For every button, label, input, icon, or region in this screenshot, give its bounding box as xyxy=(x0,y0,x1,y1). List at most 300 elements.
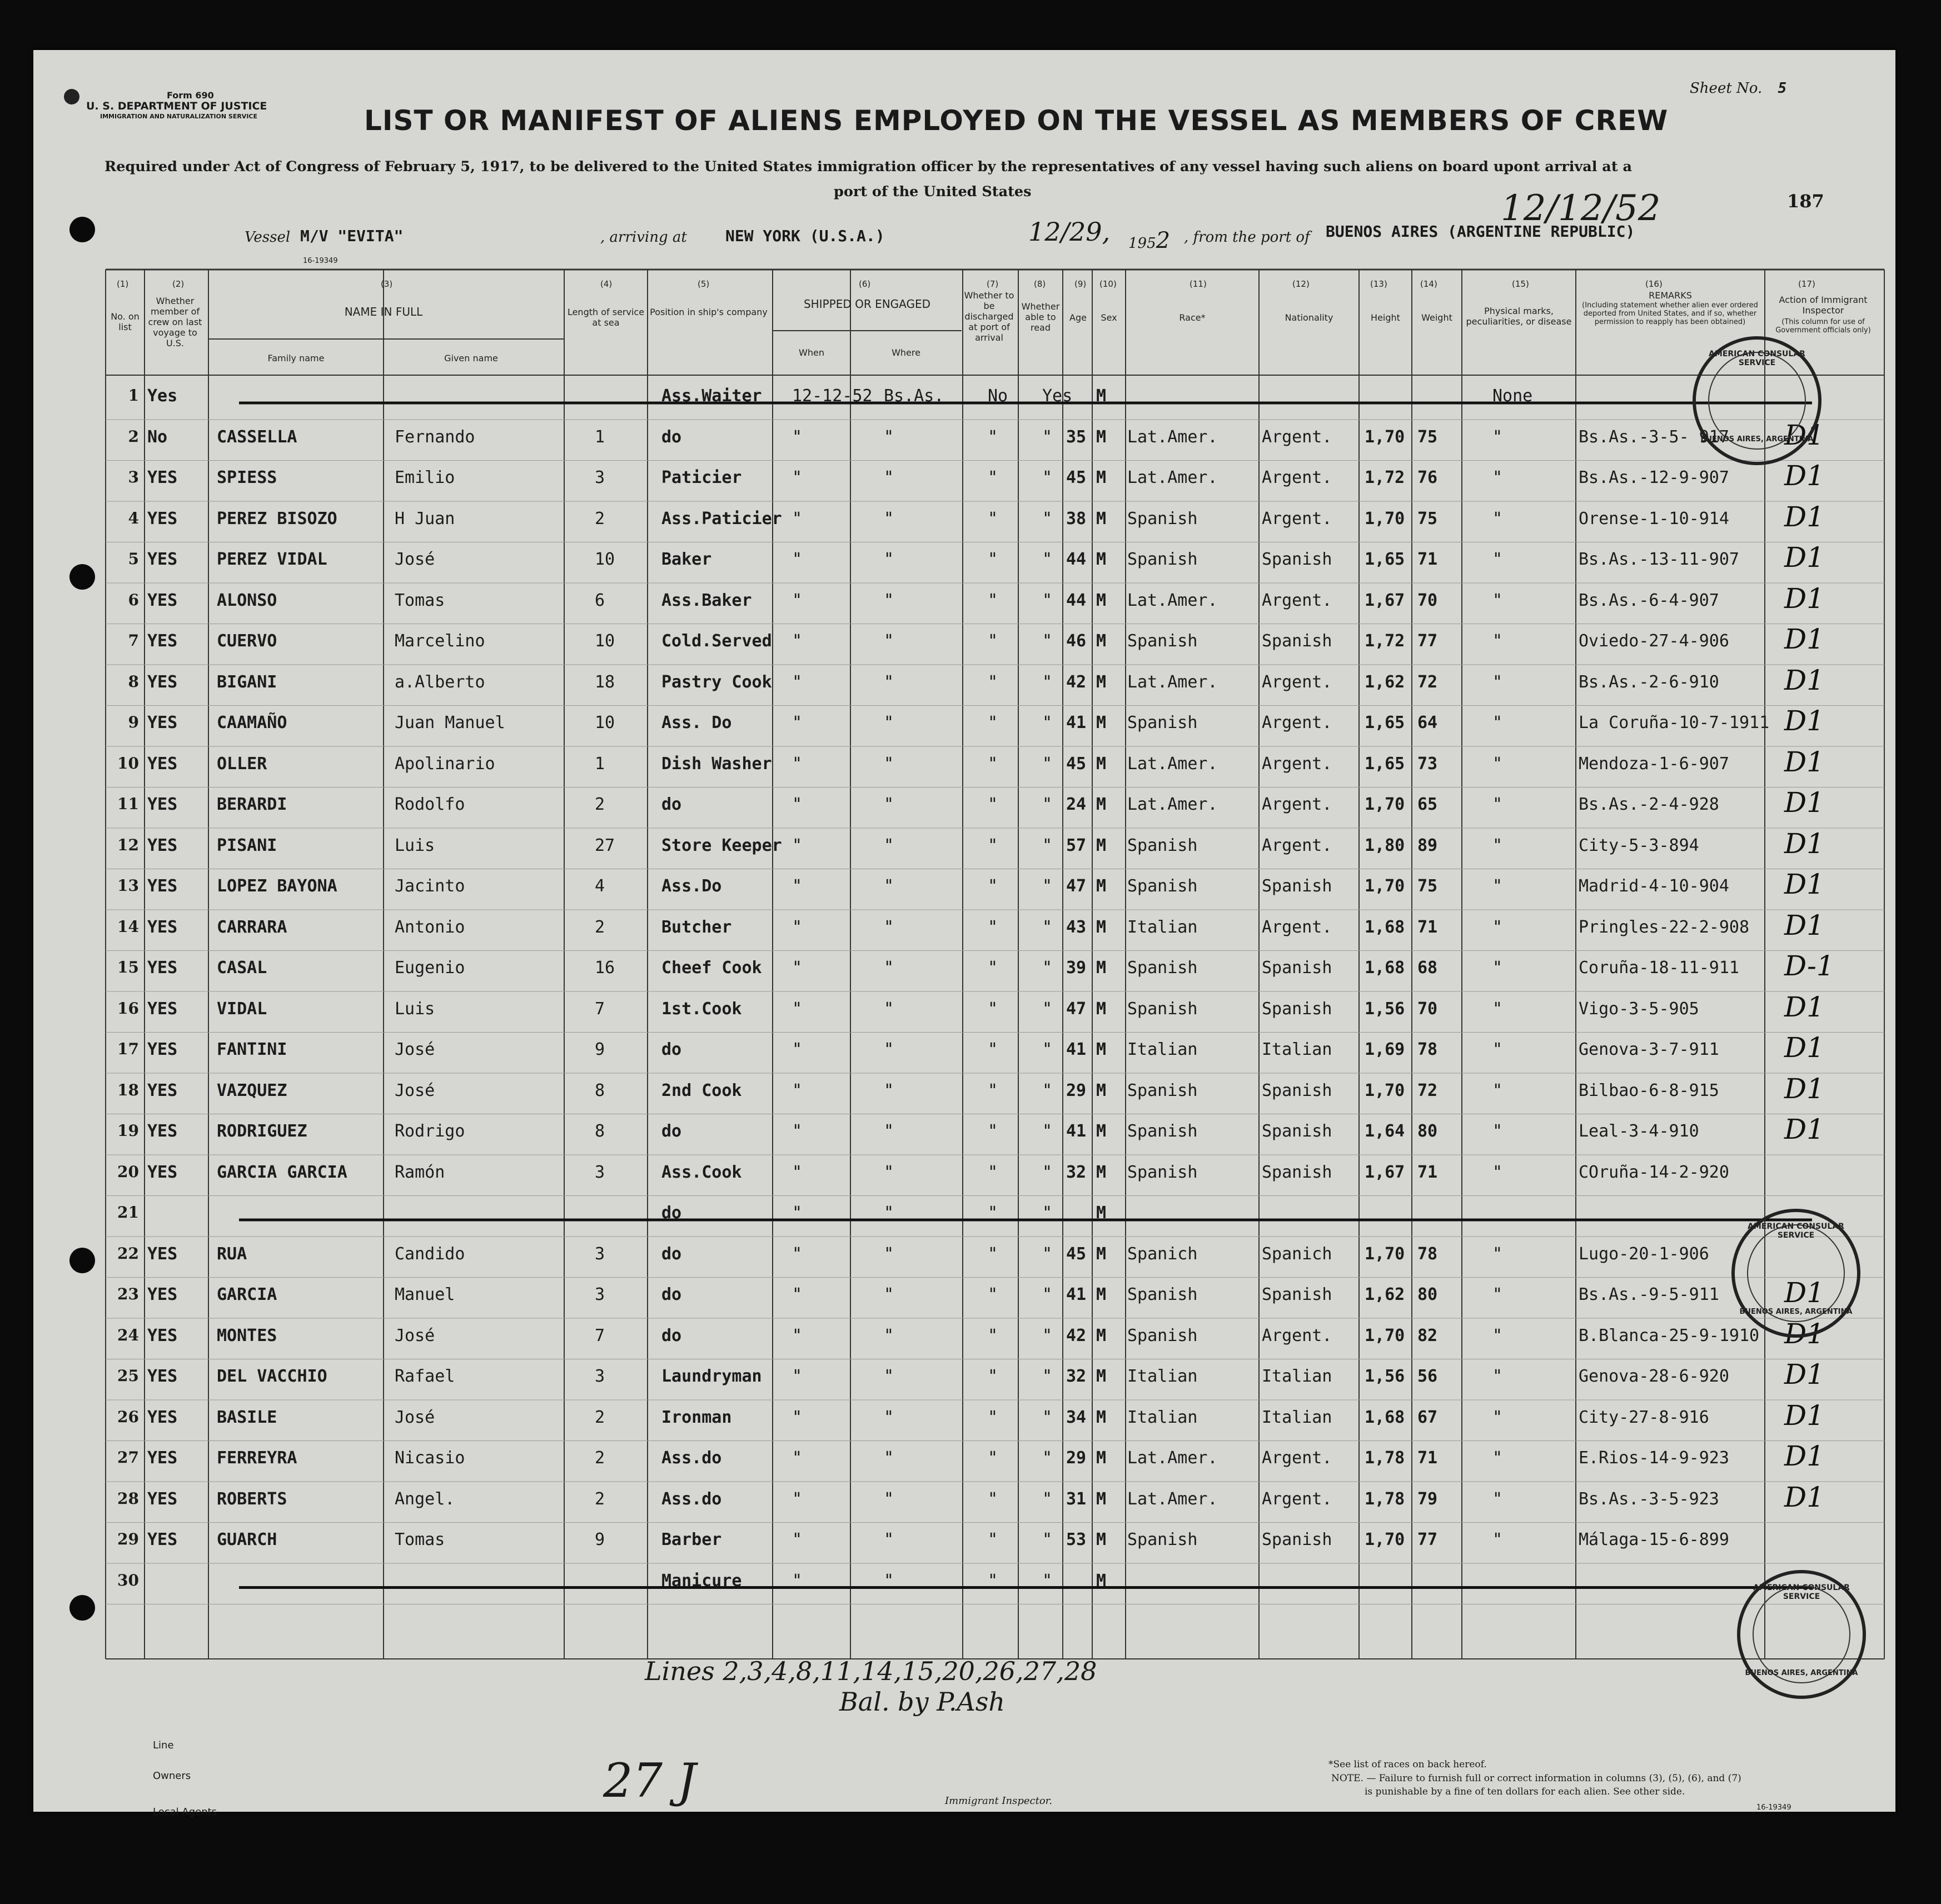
handwritten-date: 12/12/52 xyxy=(1501,188,1661,229)
cell-service: 7 xyxy=(595,1325,605,1345)
footer-line-label: Line xyxy=(153,1739,174,1751)
cell-remarks: COruña-14-2-920 xyxy=(1579,1162,1729,1182)
col4-header: Length of service at sea xyxy=(567,307,645,328)
cell-when: " xyxy=(792,754,803,774)
cell-service: 18 xyxy=(595,672,615,692)
cell-remarks: Lugo-20-1-906 xyxy=(1579,1244,1709,1264)
cell-age: 53 xyxy=(1066,1530,1087,1549)
cell-marks: " xyxy=(1492,631,1503,651)
cell-crew: YES xyxy=(147,1080,178,1100)
col17-note: (This column for use of Government officials only) xyxy=(1775,318,1871,335)
cell-read: " xyxy=(1042,1285,1053,1304)
cell-sex: M xyxy=(1096,1244,1107,1264)
cell-position: Ass.Waiter xyxy=(661,386,762,406)
cell-where: " xyxy=(884,1530,894,1549)
cell-given: Manuel xyxy=(395,1285,455,1304)
cell-race: Lat.Amer. xyxy=(1127,754,1218,774)
cell-action: D-1 xyxy=(1784,950,1834,982)
cell-nat: Argent. xyxy=(1262,835,1332,855)
row-number: 1 xyxy=(128,386,139,405)
cell-height: 1,69 xyxy=(1365,1040,1405,1059)
cell-crew: No xyxy=(147,427,168,447)
cell-read: " xyxy=(1042,917,1053,937)
cell-height: 1,80 xyxy=(1365,835,1405,855)
cell-given: José xyxy=(395,1407,435,1427)
cell-marks: " xyxy=(1492,1285,1503,1304)
cell-sex: M xyxy=(1096,958,1107,978)
cell-service: 2 xyxy=(595,509,605,529)
cell-action: D1 xyxy=(1784,1113,1824,1145)
cell-sex: M xyxy=(1096,713,1107,732)
cell-nat: Spanish xyxy=(1262,1080,1332,1100)
cell-action: D1 xyxy=(1784,460,1824,492)
cell-crew: YES xyxy=(147,795,178,814)
col14-number: (14) xyxy=(1420,279,1437,289)
cell-crew: YES xyxy=(147,1489,178,1509)
cell-position: 2nd Cook xyxy=(661,1080,742,1100)
cell-nat: Spanish xyxy=(1262,876,1332,896)
sheet-label: Sheet No. 5 xyxy=(1690,80,1787,97)
cell-age: 47 xyxy=(1066,999,1087,1019)
cell-position: Manicure xyxy=(661,1571,742,1591)
cell-family: PISANI xyxy=(217,835,277,855)
cell-remarks: Mendoza-1-6-907 xyxy=(1579,754,1729,774)
cell-action: D1 xyxy=(1784,1399,1824,1432)
cell-marks: " xyxy=(1492,795,1503,814)
cell-service: 10 xyxy=(595,631,615,651)
cell-service: 3 xyxy=(595,1244,605,1264)
cell-race: Italian xyxy=(1127,1407,1198,1427)
cell-sex: M xyxy=(1096,917,1107,937)
cell-marks: " xyxy=(1492,1080,1503,1100)
cell-sex: M xyxy=(1096,1040,1107,1059)
cell-disch: " xyxy=(988,1530,998,1549)
cell-age: 34 xyxy=(1066,1407,1087,1427)
cell-where: " xyxy=(884,509,894,529)
cell-age: 44 xyxy=(1066,590,1087,610)
cell-family: CASAL xyxy=(217,958,267,978)
cell-position: Ass.do xyxy=(661,1448,722,1468)
cell-nat: Argent. xyxy=(1262,509,1332,529)
cell-race: Spanish xyxy=(1127,1325,1198,1345)
form-number: Form 690 xyxy=(167,90,214,101)
cell-disch: " xyxy=(988,1040,998,1059)
cell-service: 8 xyxy=(595,1122,605,1141)
cell-race: Spanish xyxy=(1127,958,1198,978)
cell-action: D1 xyxy=(1784,786,1824,819)
cell-service: 10 xyxy=(595,550,615,569)
cell-when: " xyxy=(792,876,803,896)
cell-remarks: E.Rios-14-9-923 xyxy=(1579,1448,1729,1468)
footer-agents-label: Local Agents xyxy=(153,1806,217,1818)
col11-header: Race* xyxy=(1179,312,1206,323)
row-number: 14 xyxy=(117,917,139,936)
row-number: 8 xyxy=(128,672,139,691)
cell-sex: M xyxy=(1096,1080,1107,1100)
cell-nat: Spanich xyxy=(1262,1244,1332,1264)
cell-marks: " xyxy=(1492,835,1503,855)
cell-sex: M xyxy=(1096,550,1107,569)
cell-family: VAZQUEZ xyxy=(217,1080,287,1100)
cell-disch: " xyxy=(988,1122,998,1141)
cell-crew: YES xyxy=(147,672,178,692)
cell-family: OLLER xyxy=(217,754,267,774)
cell-age: 41 xyxy=(1066,1122,1087,1141)
cell-given: Candido xyxy=(395,1244,465,1264)
cell-sex: M xyxy=(1096,590,1107,610)
row-number: 16 xyxy=(117,999,139,1018)
col8-number: (8) xyxy=(1034,279,1046,289)
handwritten-count: 27 J xyxy=(603,1753,696,1808)
form-code: 16-19349 xyxy=(303,257,338,265)
col3-given-header: Given name xyxy=(444,353,498,363)
cell-sex: M xyxy=(1096,509,1107,529)
cell-crew: YES xyxy=(147,1448,178,1468)
cell-given: Fernando xyxy=(395,427,475,447)
cell-where: " xyxy=(884,672,894,692)
footer-note3: is punishable by a fine of ten dollars for each alien. See other side. xyxy=(1365,1786,1685,1797)
cell-action: D1 xyxy=(1784,1358,1824,1390)
col8-header: Whether able to read xyxy=(1021,301,1060,333)
cell-weight: 71 xyxy=(1417,1448,1438,1468)
cell-sex: M xyxy=(1096,1448,1107,1468)
cell-position: Ironman xyxy=(661,1407,732,1427)
cell-family: SPIESS xyxy=(217,468,277,487)
cell-disch: " xyxy=(988,1203,998,1223)
cell-disch: " xyxy=(988,999,998,1019)
cell-where: " xyxy=(884,917,894,937)
year-printed: 1952 xyxy=(1128,228,1171,253)
cell-nat: Argent. xyxy=(1262,713,1332,732)
cell-where: " xyxy=(884,795,894,814)
year-written: 2 xyxy=(1156,228,1171,253)
cell-where: " xyxy=(884,468,894,487)
cell-race: Spanish xyxy=(1127,1162,1198,1182)
cell-read: " xyxy=(1042,958,1053,978)
subtitle-line1: Required under Act of Congress of February 5, 1917, to be delivered to the United States immigration officer by the representatives of any vessel having such aliens on board upont arrival at a xyxy=(104,158,1632,175)
cell-height: 1,62 xyxy=(1365,672,1405,692)
cell-marks: " xyxy=(1492,1407,1503,1427)
cell-height: 1,68 xyxy=(1365,1407,1405,1427)
cell-crew: YES xyxy=(147,876,178,896)
cell-crew: YES xyxy=(147,917,178,937)
cell-marks: " xyxy=(1492,1489,1503,1509)
col6-header: SHIPPED OR ENGAGED xyxy=(803,297,931,311)
cell-sex: M xyxy=(1096,1530,1107,1549)
cell-age: 42 xyxy=(1066,1325,1087,1345)
footer-code: 16-19349 xyxy=(1756,1803,1791,1812)
cell-action: D1 xyxy=(1784,1317,1824,1350)
cell-action: D1 xyxy=(1784,1440,1824,1472)
cell-service: 2 xyxy=(595,1407,605,1427)
col5-number: (5) xyxy=(698,279,710,289)
cell-when: " xyxy=(792,713,803,732)
cell-age: 39 xyxy=(1066,958,1087,978)
arriving-port: NEW YORK (U.S.A.) xyxy=(725,227,885,245)
cell-height: 1,68 xyxy=(1365,958,1405,978)
cell-read: " xyxy=(1042,1325,1053,1345)
cell-marks: " xyxy=(1492,1244,1503,1264)
cell-position: Cold.Served xyxy=(661,631,772,651)
col16-number: (16) xyxy=(1645,279,1663,289)
cell-sex: M xyxy=(1096,795,1107,814)
cell-disch: " xyxy=(988,1080,998,1100)
cell-when: " xyxy=(792,631,803,651)
cell-weight: 76 xyxy=(1417,468,1438,487)
cell-action: D1 xyxy=(1784,541,1824,574)
col5-header: Position in ship's company xyxy=(650,307,768,317)
cell-read: " xyxy=(1042,754,1053,774)
cell-action: D1 xyxy=(1784,1481,1824,1513)
cell-action: D1 xyxy=(1784,664,1824,696)
cell-height: 1,70 xyxy=(1365,1325,1405,1345)
cell-nat: Spanish xyxy=(1262,958,1332,978)
cell-disch: " xyxy=(988,958,998,978)
cell-service: 9 xyxy=(595,1040,605,1059)
cell-where: " xyxy=(884,550,894,569)
cell-disch: " xyxy=(988,1162,998,1182)
consular-stamp-middle: AMERICAN CONSULAR SERVICE BUENOS AIRES, ARGENTINA xyxy=(1731,1209,1860,1338)
cell-when: " xyxy=(792,1162,803,1182)
cell-nat: Argent. xyxy=(1262,590,1332,610)
cell-position: Ass.Cook xyxy=(661,1162,742,1182)
cell-remarks: Leal-3-4-910 xyxy=(1579,1122,1699,1141)
footer-note1: *See list of races on back hereof. xyxy=(1328,1759,1487,1770)
cell-sex: M xyxy=(1096,468,1107,487)
col16-header: REMARKS xyxy=(1649,290,1692,301)
cell-marks: " xyxy=(1492,1530,1503,1549)
cell-disch: " xyxy=(988,1325,998,1345)
cell-read: " xyxy=(1042,1571,1053,1591)
cell-race: Spanish xyxy=(1127,999,1198,1019)
col1-number: (1) xyxy=(117,279,129,289)
cell-height: 1,68 xyxy=(1365,917,1405,937)
cell-race: Lat.Amer. xyxy=(1127,1448,1218,1468)
cell-weight: 75 xyxy=(1417,509,1438,529)
row-number: 20 xyxy=(117,1162,139,1181)
cell-action: D1 xyxy=(1784,1072,1824,1105)
cell-position: Barber xyxy=(661,1530,722,1549)
cell-height: 1,70 xyxy=(1365,795,1405,814)
cell-race: Lat.Amer. xyxy=(1127,427,1218,447)
cell-weight: 71 xyxy=(1417,917,1438,937)
manifest-sheet xyxy=(33,50,1895,1818)
cell-read: " xyxy=(1042,1080,1053,1100)
cell-disch: No xyxy=(988,386,1008,406)
cell-crew: YES xyxy=(147,1530,178,1549)
cell-race: Italian xyxy=(1127,1367,1198,1386)
cell-when: " xyxy=(792,672,803,692)
cell-when: " xyxy=(792,427,803,447)
cell-marks: " xyxy=(1492,754,1503,774)
row-number: 29 xyxy=(117,1530,139,1548)
cell-sex: M xyxy=(1096,1203,1107,1223)
row-number: 22 xyxy=(117,1244,139,1263)
cell-service: 8 xyxy=(595,1080,605,1100)
cell-sex: M xyxy=(1096,672,1107,692)
cell-disch: " xyxy=(988,835,998,855)
cell-given: Angel. xyxy=(395,1489,455,1509)
cell-family: CUERVO xyxy=(217,631,277,651)
cell-marks: " xyxy=(1492,1162,1503,1182)
cell-race: Spanish xyxy=(1127,876,1198,896)
cell-marks: " xyxy=(1492,999,1503,1019)
cell-when: " xyxy=(792,958,803,978)
cell-position: Butcher xyxy=(661,917,732,937)
cell-where: " xyxy=(884,1162,894,1182)
cell-nat: Argent. xyxy=(1262,672,1332,692)
cell-marks: " xyxy=(1492,1448,1503,1468)
cell-race: Lat.Amer. xyxy=(1127,468,1218,487)
cell-family: LOPEZ BAYONA xyxy=(217,876,337,896)
immigrant-inspector-label: Immigrant Inspector. xyxy=(945,1795,1053,1807)
cell-family: BIGANI xyxy=(217,672,277,692)
cell-disch: " xyxy=(988,1367,998,1386)
row-number: 11 xyxy=(117,795,139,813)
cell-when: " xyxy=(792,1489,803,1509)
cell-service: 2 xyxy=(595,795,605,814)
cell-nat: Argent. xyxy=(1262,1489,1332,1509)
cell-disch: " xyxy=(988,713,998,732)
cell-when: " xyxy=(792,468,803,487)
cell-where: " xyxy=(884,1285,894,1304)
footer-note2: NOTE. — Failure to furnish full or correct information in columns (3), (5), (6), and (7) xyxy=(1331,1773,1741,1784)
cell-read: " xyxy=(1042,590,1053,610)
cell-height: 1,67 xyxy=(1365,590,1405,610)
col15-header: Physical marks, peculiarities, or disease xyxy=(1466,306,1572,327)
col17-number: (17) xyxy=(1798,279,1815,289)
cell-given: Jacinto xyxy=(395,876,465,896)
cell-weight: 75 xyxy=(1417,427,1438,447)
cell-family: DEL VACCHIO xyxy=(217,1367,327,1386)
cell-action: D1 xyxy=(1784,1277,1824,1309)
row-number: 6 xyxy=(128,590,139,609)
cell-height: 1,72 xyxy=(1365,468,1405,487)
cell-given: José xyxy=(395,1325,435,1345)
cell-nat: Spanish xyxy=(1262,631,1332,651)
cell-marks: " xyxy=(1492,672,1503,692)
cell-when: " xyxy=(792,1571,803,1591)
cell-marks: " xyxy=(1492,468,1503,487)
cell-weight: 77 xyxy=(1417,1530,1438,1549)
cell-family: ALONSO xyxy=(217,590,277,610)
cell-race: Lat.Amer. xyxy=(1127,795,1218,814)
cell-read: " xyxy=(1042,672,1053,692)
row-number: 30 xyxy=(117,1571,139,1589)
cell-where: " xyxy=(884,835,894,855)
cell-read: " xyxy=(1042,1367,1053,1386)
cell-age: 24 xyxy=(1066,795,1087,814)
col3-header: NAME IN FULL xyxy=(344,305,423,318)
cell-age: 47 xyxy=(1066,876,1087,896)
cell-crew: YES xyxy=(147,1367,178,1386)
cell-service: 9 xyxy=(595,1530,605,1549)
cell-given: Eugenio xyxy=(395,958,465,978)
cell-race: Lat.Amer. xyxy=(1127,1489,1218,1509)
col13-number: (13) xyxy=(1370,279,1387,289)
cell-service: 2 xyxy=(595,1448,605,1468)
cell-read: " xyxy=(1042,999,1053,1019)
cell-disch: " xyxy=(988,876,998,896)
row-number: 3 xyxy=(128,468,139,486)
cell-crew: YES xyxy=(147,958,178,978)
cell-service: 1 xyxy=(595,754,605,774)
cell-disch: " xyxy=(988,795,998,814)
cell-nat: Spanish xyxy=(1262,550,1332,569)
cell-age: 29 xyxy=(1066,1080,1087,1100)
cell-when: " xyxy=(792,1244,803,1264)
cell-service: 3 xyxy=(595,1367,605,1386)
cell-age: 32 xyxy=(1066,1162,1087,1182)
cell-when: " xyxy=(792,509,803,529)
cell-sex: M xyxy=(1096,1367,1107,1386)
cell-age: 38 xyxy=(1066,509,1087,529)
cell-marks: " xyxy=(1492,713,1503,732)
vessel-name: M/V "EVITA" xyxy=(300,227,404,245)
cell-crew: YES xyxy=(147,999,178,1019)
col2-number: (2) xyxy=(172,279,185,289)
cell-marks: None xyxy=(1492,386,1533,406)
cell-age: 45 xyxy=(1066,468,1087,487)
cell-family: GARCIA xyxy=(217,1285,277,1304)
cell-remarks: Madrid-4-10-904 xyxy=(1579,876,1729,896)
col12-number: (12) xyxy=(1292,279,1310,289)
cell-crew: YES xyxy=(147,754,178,774)
row-number: 17 xyxy=(117,1040,139,1058)
cell-remarks: Bs.As.-2-6-910 xyxy=(1579,672,1719,692)
cell-when: " xyxy=(792,917,803,937)
cell-height: 1,70 xyxy=(1365,876,1405,896)
cell-when: " xyxy=(792,1080,803,1100)
cell-weight: 75 xyxy=(1417,876,1438,896)
cell-age: 41 xyxy=(1066,1285,1087,1304)
cell-remarks: Málaga-15-6-899 xyxy=(1579,1530,1729,1549)
cell-remarks: Bs.As.-2-4-928 xyxy=(1579,795,1719,814)
cell-family: GUARCH xyxy=(217,1530,277,1549)
cell-age: 35 xyxy=(1066,427,1087,447)
cell-family: CARRARA xyxy=(217,917,287,937)
cell-read: Yes xyxy=(1042,386,1073,406)
cell-where: " xyxy=(884,631,894,651)
cell-read: " xyxy=(1042,795,1053,814)
cell-remarks: City-5-3-894 xyxy=(1579,835,1699,855)
cell-where: " xyxy=(884,1325,894,1345)
cell-given: Luis xyxy=(395,835,435,855)
cell-position: Pastry Cook xyxy=(661,672,772,692)
cell-given: José xyxy=(395,550,435,569)
cell-age: 41 xyxy=(1066,1040,1087,1059)
cell-race: Spanish xyxy=(1127,1122,1198,1141)
cell-nat: Argent. xyxy=(1262,468,1332,487)
cell-when: " xyxy=(792,1122,803,1141)
col10-number: (10) xyxy=(1099,279,1117,289)
cell-service: 27 xyxy=(595,835,615,855)
cell-sex: M xyxy=(1096,386,1107,406)
cell-position: Ass. Do xyxy=(661,713,732,732)
cell-family: PEREZ VIDAL xyxy=(217,550,327,569)
cell-family: BASILE xyxy=(217,1407,277,1427)
cell-race: Lat.Amer. xyxy=(1127,672,1218,692)
cell-given: Rodolfo xyxy=(395,795,465,814)
row-number: 13 xyxy=(117,876,139,895)
cell-disch: " xyxy=(988,672,998,692)
cell-weight: 79 xyxy=(1417,1489,1438,1509)
cell-height: 1,56 xyxy=(1365,1367,1405,1386)
cell-race: Lat.Amer. xyxy=(1127,590,1218,610)
cell-crew: YES xyxy=(147,1162,178,1182)
cell-age: 32 xyxy=(1066,1367,1087,1386)
cell-race: Spanish xyxy=(1127,835,1198,855)
